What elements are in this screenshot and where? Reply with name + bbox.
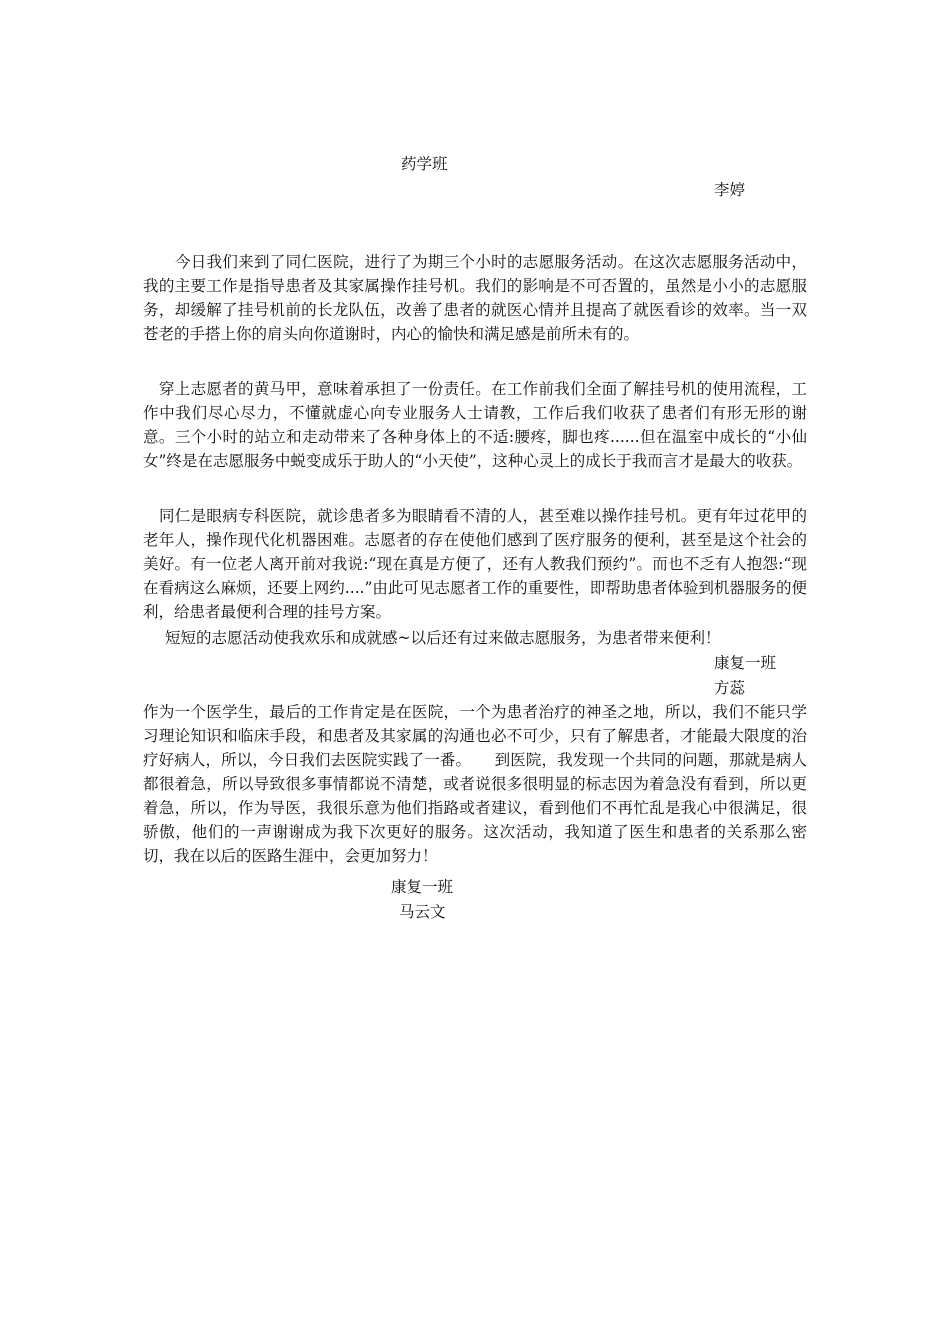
section1-paragraph-2: 穿上志愿者的黄马甲，意味着承担了一份责任。在工作前我们全面了解挂号机的使用流程，工作中我们尽心尽力，不懂就虚心向专业服务人士请教，工作后我们收获了患者们有形无形的谢意。三个小时的站立和走动带来了各种身体上的不适:腰疼，脚也疼......但在温室中成长的“小仙女”终是在志愿服务中蜕变成乐于助人的“小天使”，这种心灵上的成长于我而言才是最大的收获。 — [143, 380, 807, 470]
section3-author: 马云文 — [399, 903, 446, 921]
section1-paragraph-4: 短短的志愿活动使我欢乐和成就感~以后还有过来做志愿服务，为患者带来便利！ — [165, 629, 721, 647]
section3-class-label: 康复一班 — [391, 878, 454, 896]
section2-class-label: 康复一班 — [714, 654, 777, 672]
section2-paragraph: 作为一个医学生，最后的工作肯定是在医院，一个为患者治疗的神圣之地，所以，我们不能只学习理论知识和临床手段，和患者及其家属的沟通也必不可少，只有了解患者，才能最大限度的治疗好病人，所以，今日我们去医院实践了一番。 到医院，我发现一个共同的问题，那就是病人都很着急，所以导致很多事情都说不清楚，或者说很多很明显的标志因为着急没有看到，所以更着急，所以，作为导医，我很乐意为他们指路或者建议，看到他们不再忙乱是我心中很满足，很骄傲，他们的一声谢谢成为我下次更好的服务。这次活动，我知道了医生和患者的关系那么密切，我在以后的医路生涯中，会更加努力！ — [143, 703, 807, 865]
section1-paragraph-3: 同仁是眼病专科医院，就诊患者多为眼睛看不清的人，甚至难以操作挂号机。更有年过花甲的老年人，操作现代化机器困难。志愿者的存在使他们感到了医疗服务的便利，甚至是这个社会的美好。有一位老人离开前对我说:“现在真是方便了，还有人教我们预约”。而也不乏有人抱怨:“现在看病这么麻烦，还要上网约....”由此可见志愿者工作的重要性，即帮助患者体验到机器服务的便利，给患者最便利合理的挂号方案。 — [143, 507, 807, 621]
section1-paragraph-1: 今日我们来到了同仁医院，进行了为期三个小时的志愿服务活动。在这次志愿服务活动中，我的主要工作是指导患者及其家属操作挂号机。我们的影响是不可否置的，虽然是小小的志愿服务，却缓解了挂号机前的长龙队伍，改善了患者的就医心情并且提高了就医看诊的效率。当一双苍老的手搭上你的肩头向你道谢时，内心的愉快和满足感是前所未有的。 — [143, 253, 807, 343]
section2-author: 方蕊 — [714, 679, 746, 697]
section1-class-label: 药学班 — [401, 155, 448, 173]
section1-author: 李婷 — [714, 181, 746, 199]
